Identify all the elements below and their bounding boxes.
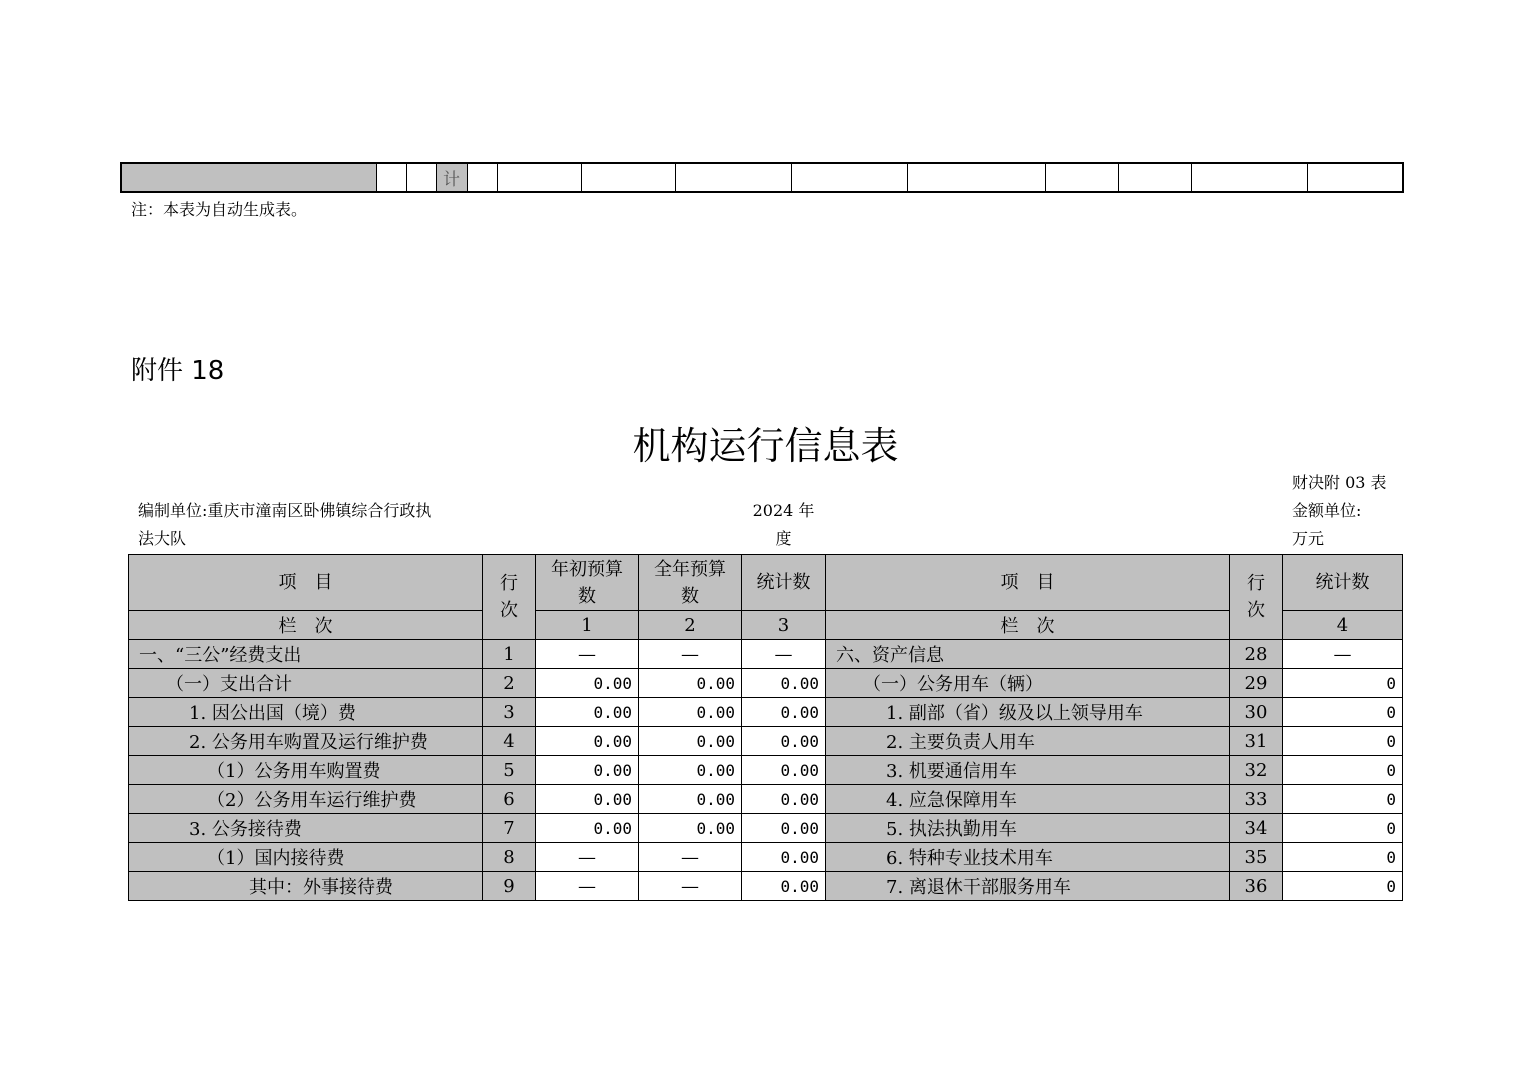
- header-budget-full-line: 数: [681, 585, 699, 607]
- budget-full-value: —: [639, 640, 742, 669]
- fragment-cell: [406, 163, 436, 192]
- stat-value: 0.00: [742, 727, 826, 756]
- budget-start-value: 0.00: [536, 814, 639, 843]
- budget-start-value: 0.00: [536, 698, 639, 727]
- row-item-right: 六、资产信息: [826, 640, 1230, 669]
- stat-value-right: 0: [1283, 756, 1403, 785]
- stat-value: 0.00: [742, 872, 826, 901]
- stat-value: 0.00: [742, 814, 826, 843]
- column-label-right: 栏 次: [826, 611, 1230, 640]
- row-number: 5: [483, 756, 536, 785]
- row-number: 4: [483, 727, 536, 756]
- stat-value-right: 0: [1283, 814, 1403, 843]
- header-row-no-right: 行次: [1230, 555, 1283, 640]
- header-stat: 统计数: [742, 555, 826, 611]
- fragment-cell: [675, 163, 791, 192]
- row-item-right: 3. 机要通信用车: [826, 756, 1230, 785]
- row-item: （一）支出合计: [129, 669, 483, 698]
- header-item: 项 目: [129, 555, 483, 611]
- row-number-right: 34: [1230, 814, 1283, 843]
- column-number: 2: [639, 611, 742, 640]
- compiling-unit: [138, 497, 483, 553]
- column-number-row: [129, 611, 1403, 640]
- table-row: [129, 785, 1403, 814]
- row-item-right: 4. 应急保障用车: [826, 785, 1230, 814]
- row-item: （1）国内接待费: [129, 843, 483, 872]
- table-row: [129, 872, 1403, 901]
- row-number-right: 32: [1230, 756, 1283, 785]
- stat-value-right: 0: [1283, 872, 1403, 901]
- budget-start-value: 0.00: [536, 785, 639, 814]
- fragment-cell: [791, 163, 907, 192]
- row-number-right: 35: [1230, 843, 1283, 872]
- budget-start-value: 0.00: [536, 669, 639, 698]
- attachment-label: 附件 18: [131, 356, 225, 386]
- row-number-right: 28: [1230, 640, 1283, 669]
- table-note: 注：本表为自动生成表。: [131, 200, 308, 219]
- row-item: 2. 公务用车购置及运行维护费: [129, 727, 483, 756]
- column-label: 栏 次: [129, 611, 483, 640]
- table-row: [129, 698, 1403, 727]
- table-row: [129, 727, 1403, 756]
- compiling-unit-line: 法大队: [138, 529, 187, 548]
- amount-unit: [1292, 497, 1402, 553]
- stat-value: —: [742, 640, 826, 669]
- header-row: [129, 555, 1403, 611]
- table-row: [129, 640, 1403, 669]
- fragment-cell: [497, 163, 581, 192]
- table-row: [129, 843, 1403, 872]
- report-year-line: 2024 年: [752, 501, 815, 520]
- budget-full-value: 0.00: [639, 756, 742, 785]
- row-number: 1: [483, 640, 536, 669]
- row-item: 一、“三公”经费支出: [129, 640, 483, 669]
- header-budget-start: [536, 555, 639, 611]
- row-number-right: 36: [1230, 872, 1283, 901]
- column-number: 4: [1283, 611, 1403, 640]
- stat-value: 0.00: [742, 756, 826, 785]
- header-row-no: 行次: [483, 555, 536, 640]
- fragment-cell: [1045, 163, 1118, 192]
- budget-full-value: —: [639, 872, 742, 901]
- row-item-right: 2. 主要负责人用车: [826, 727, 1230, 756]
- budget-full-value: 0.00: [639, 698, 742, 727]
- header-budget-full: [639, 555, 742, 611]
- fragment-total-cell: 计: [436, 163, 467, 192]
- amount-unit-line: 金额单位:: [1292, 501, 1362, 520]
- stat-value-right: 0: [1283, 727, 1403, 756]
- stat-value: 0.00: [742, 785, 826, 814]
- stat-value-right: 0: [1283, 669, 1403, 698]
- row-item: 1. 因公出国（境）费: [129, 698, 483, 727]
- compiling-unit-line: 编制单位:重庆市潼南区卧佛镇综合行政执: [138, 501, 432, 520]
- page-title: 机构运行信息表: [632, 424, 899, 468]
- budget-start-value: —: [536, 640, 639, 669]
- row-item: （2）公务用车运行维护费: [129, 785, 483, 814]
- fragment-cell: [121, 163, 376, 192]
- row-number: 6: [483, 785, 536, 814]
- report-year: [740, 497, 827, 553]
- fragment-cell: [581, 163, 675, 192]
- column-number: 3: [742, 611, 826, 640]
- row-number: 7: [483, 814, 536, 843]
- fragment-cell: [1118, 163, 1191, 192]
- row-number-right: 33: [1230, 785, 1283, 814]
- budget-full-value: 0.00: [639, 669, 742, 698]
- row-number-right: 30: [1230, 698, 1283, 727]
- institution-operation-table: [128, 554, 1403, 901]
- table-row: [129, 756, 1403, 785]
- stat-value: 0.00: [742, 698, 826, 727]
- stat-value-right: —: [1283, 640, 1403, 669]
- previous-table-fragment: [120, 162, 1404, 193]
- row-item-right: 6. 特种专业技术用车: [826, 843, 1230, 872]
- header-budget-start-line: 数: [578, 585, 596, 607]
- budget-start-value: 0.00: [536, 756, 639, 785]
- budget-start-value: 0.00: [536, 727, 639, 756]
- row-item: （1）公务用车购置费: [129, 756, 483, 785]
- budget-full-value: 0.00: [639, 727, 742, 756]
- stat-value: 0.00: [742, 843, 826, 872]
- row-number: 9: [483, 872, 536, 901]
- row-item-right: 7. 离退休干部服务用车: [826, 872, 1230, 901]
- stat-value: 0.00: [742, 669, 826, 698]
- budget-full-value: 0.00: [639, 785, 742, 814]
- budget-full-value: —: [639, 843, 742, 872]
- header-budget-start-line: 年初预算: [551, 558, 623, 580]
- stat-value-right: 0: [1283, 698, 1403, 727]
- report-year-line: 度: [775, 529, 792, 548]
- row-item: 其中：外事接待费: [129, 872, 483, 901]
- row-number: 3: [483, 698, 536, 727]
- header-item-right: 项 目: [826, 555, 1230, 611]
- fragment-cell: [376, 163, 406, 192]
- budget-start-value: —: [536, 843, 639, 872]
- table-row: [129, 669, 1403, 698]
- column-number: 1: [536, 611, 639, 640]
- fragment-cell: [907, 163, 1045, 192]
- fragment-cell: [467, 163, 497, 192]
- fragment-cell: [1307, 163, 1403, 192]
- row-number: 2: [483, 669, 536, 698]
- row-item-right: （一）公务用车（辆）: [826, 669, 1230, 698]
- form-number: 财决附 03 表: [1292, 473, 1387, 492]
- budget-full-value: 0.00: [639, 814, 742, 843]
- row-item-right: 5. 执法执勤用车: [826, 814, 1230, 843]
- row-number-right: 31: [1230, 727, 1283, 756]
- amount-unit-line: 万元: [1292, 529, 1325, 548]
- budget-start-value: —: [536, 872, 639, 901]
- row-number-right: 29: [1230, 669, 1283, 698]
- stat-value-right: 0: [1283, 843, 1403, 872]
- fragment-cell: [1191, 163, 1307, 192]
- table-row: [129, 814, 1403, 843]
- header-budget-full-line: 全年预算: [654, 558, 726, 580]
- row-item-right: 1. 副部（省）级及以上领导用车: [826, 698, 1230, 727]
- header-stat-right: 统计数: [1283, 555, 1403, 611]
- row-item: 3. 公务接待费: [129, 814, 483, 843]
- row-number: 8: [483, 843, 536, 872]
- stat-value-right: 0: [1283, 785, 1403, 814]
